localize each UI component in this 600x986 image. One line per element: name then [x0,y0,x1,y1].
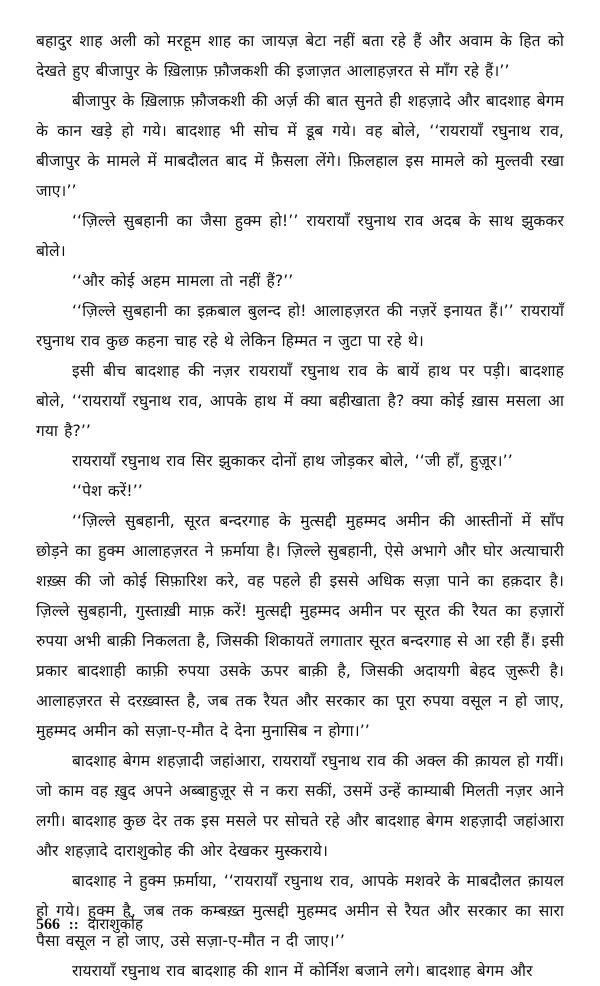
paragraph-present: ‘‘पेश करें!’’ [72,482,143,500]
paragraph-other-matter: ‘‘और कोई अहम मामला तो नहीं हैं?’’ [72,272,294,290]
page-body [36,26,564,986]
paragraph-bijapur-request: बीजापुर के ख़िलाफ़ फ़ौजकशी की अर्ज़ की बात सुनते ही शहज़ादे और बादशाह बेगम के कान खड़े हो गये। बादशाह भी सोच में डूब गये। वह बोले, ‘‘रायरायाँ रघुनाथ राव, बीजापुर के मामले में माबदौलत बाद में फ़ैसला लेंगे। फ़िलहाल इस मामले को मुल्तवी रखा जाए।’’ [36,92,565,200]
paragraph-kornish: रायरायाँ रघुनाथ राव बादशाह की शान में कोर्निश बजाने लगे। बादशाह बेगम और [72,962,533,980]
paragraph-iqbal: ‘‘ज़िल्ले सुबहानी का इक़बाल बुलन्द हो! आलाहज़रत की नज़रें इनायत हैं।’’ रायरायाँ रघुनाथ राव कुछ कहना चाह रहे थे लेकिन हिम्मत न जुटा पा रहे थे। [36,302,564,350]
paragraph-decree: बादशाह ने हुक्म फ़र्माया, ‘‘रायरायाँ रघुनाथ राव, आपके मशवरे के माबदौलत क़ायल हो गये। हुक्म है, जब तक कम्बख़्त मुत्सद्दी मुहम्मद अमीन से रैयत और सरकार का सारा पैसा वसूल न हो जाए, उसे सज़ा-ए-मौत न दी जाए।’’ [36,872,564,950]
page-number: 566 [36,916,60,933]
paragraph-jahanara: बादशाह बेगम शहज़ादी जहांआरा, रायरायाँ रघुनाथ राव की अक्ल की क़ायल हो गयीं। जो काम वह ख़ुद अपने अब्बाहुज़ूर से न करा सकीं, उसमें उन्हें काम्याबी मिलती नज़र आने लगी। बादशाह कुछ देर तक इस मसले पर सोचते रहे और बादशाह बेगम शहज़ादी जहांआरा और शहज़ादे दाराशुकोह की ओर देखकर मुस्कराये। [36,752,564,860]
footer-separator: :: [68,917,79,933]
paragraph-petition: ‘‘ज़िल्ले सुबहानी, सूरत बन्दरगाह के मुत्सद्दी मुहम्मद अमीन की आस्तीनों में साँप छोड़ने का हुक्म आलाहज़रत ने फ़र्माया है। ज़िल्ले सुबहानी, ऐसे अभागे और घोर अत्याचारी शख़्स की जो कोई सिफ़ारिश करे, वह पहले ही इससे अधिक सज़ा पाने का हक़दार है। ज़िल्ले सुबहानी, गुस्ताख़ी माफ़ करें! मुत्सद्दी मुहम्मद अमीन पर सूरत की रैयत का हज़ारों रुपया अभी बाक़ी निकलता है, जिसकी शिकायतें लगातार सूरत बन्दरगाह से आ रही हैं। इसी प्रकार बादशाही काफ़ी रुपया उसके ऊपर बाक़ी है, जिसकी अदायगी बेहद ज़ुरूरी है। आलाहज़रत से दरख़्वास्त है, जब तक रैयत और सरकार का पूरा रुपया वसूल न हो जाए, मुहम्मद अमीन को सज़ा-ए-मौत दे देना मुनासिब न होगा।’’ [36,512,564,740]
paragraph-obedience: ‘‘ज़िल्ले सुबहानी का जैसा हुक्म हो!’’ रायरायाँ रघुनाथ राव अदब के साथ झुककर बोले। [36,212,564,260]
page-footer [36,912,143,937]
paragraph-continuation: बहादुर शाह अली को मरहूम शाह का जायज़ बेटा नहीं बता रहे हैं और अवाम के हित को देखते हुए बीजापुर के ख़िलाफ़ फ़ौजकशी की इजाज़त आलाहज़रत से माँग रहे हैं।’’ [36,32,564,80]
paragraph-reply: रायरायाँ रघुनाथ राव सिर झुकाकर दोनों हाथ जोड़कर बोले, ‘‘जी हाँ, हुज़ूर।’’ [72,452,513,470]
paragraph-ledger: इसी बीच बादशाह की नज़र रायरायाँ रघुनाथ राव के बायें हाथ पर पड़ी। बादशाह बोले, ‘‘रायरायाँ रघुनाथ राव, आपके हाथ में क्या बहीखाता है? क्या कोई ख़ास मसला आ गया है?’’ [36,362,564,440]
book-title: दाराशुकोह [87,915,144,933]
